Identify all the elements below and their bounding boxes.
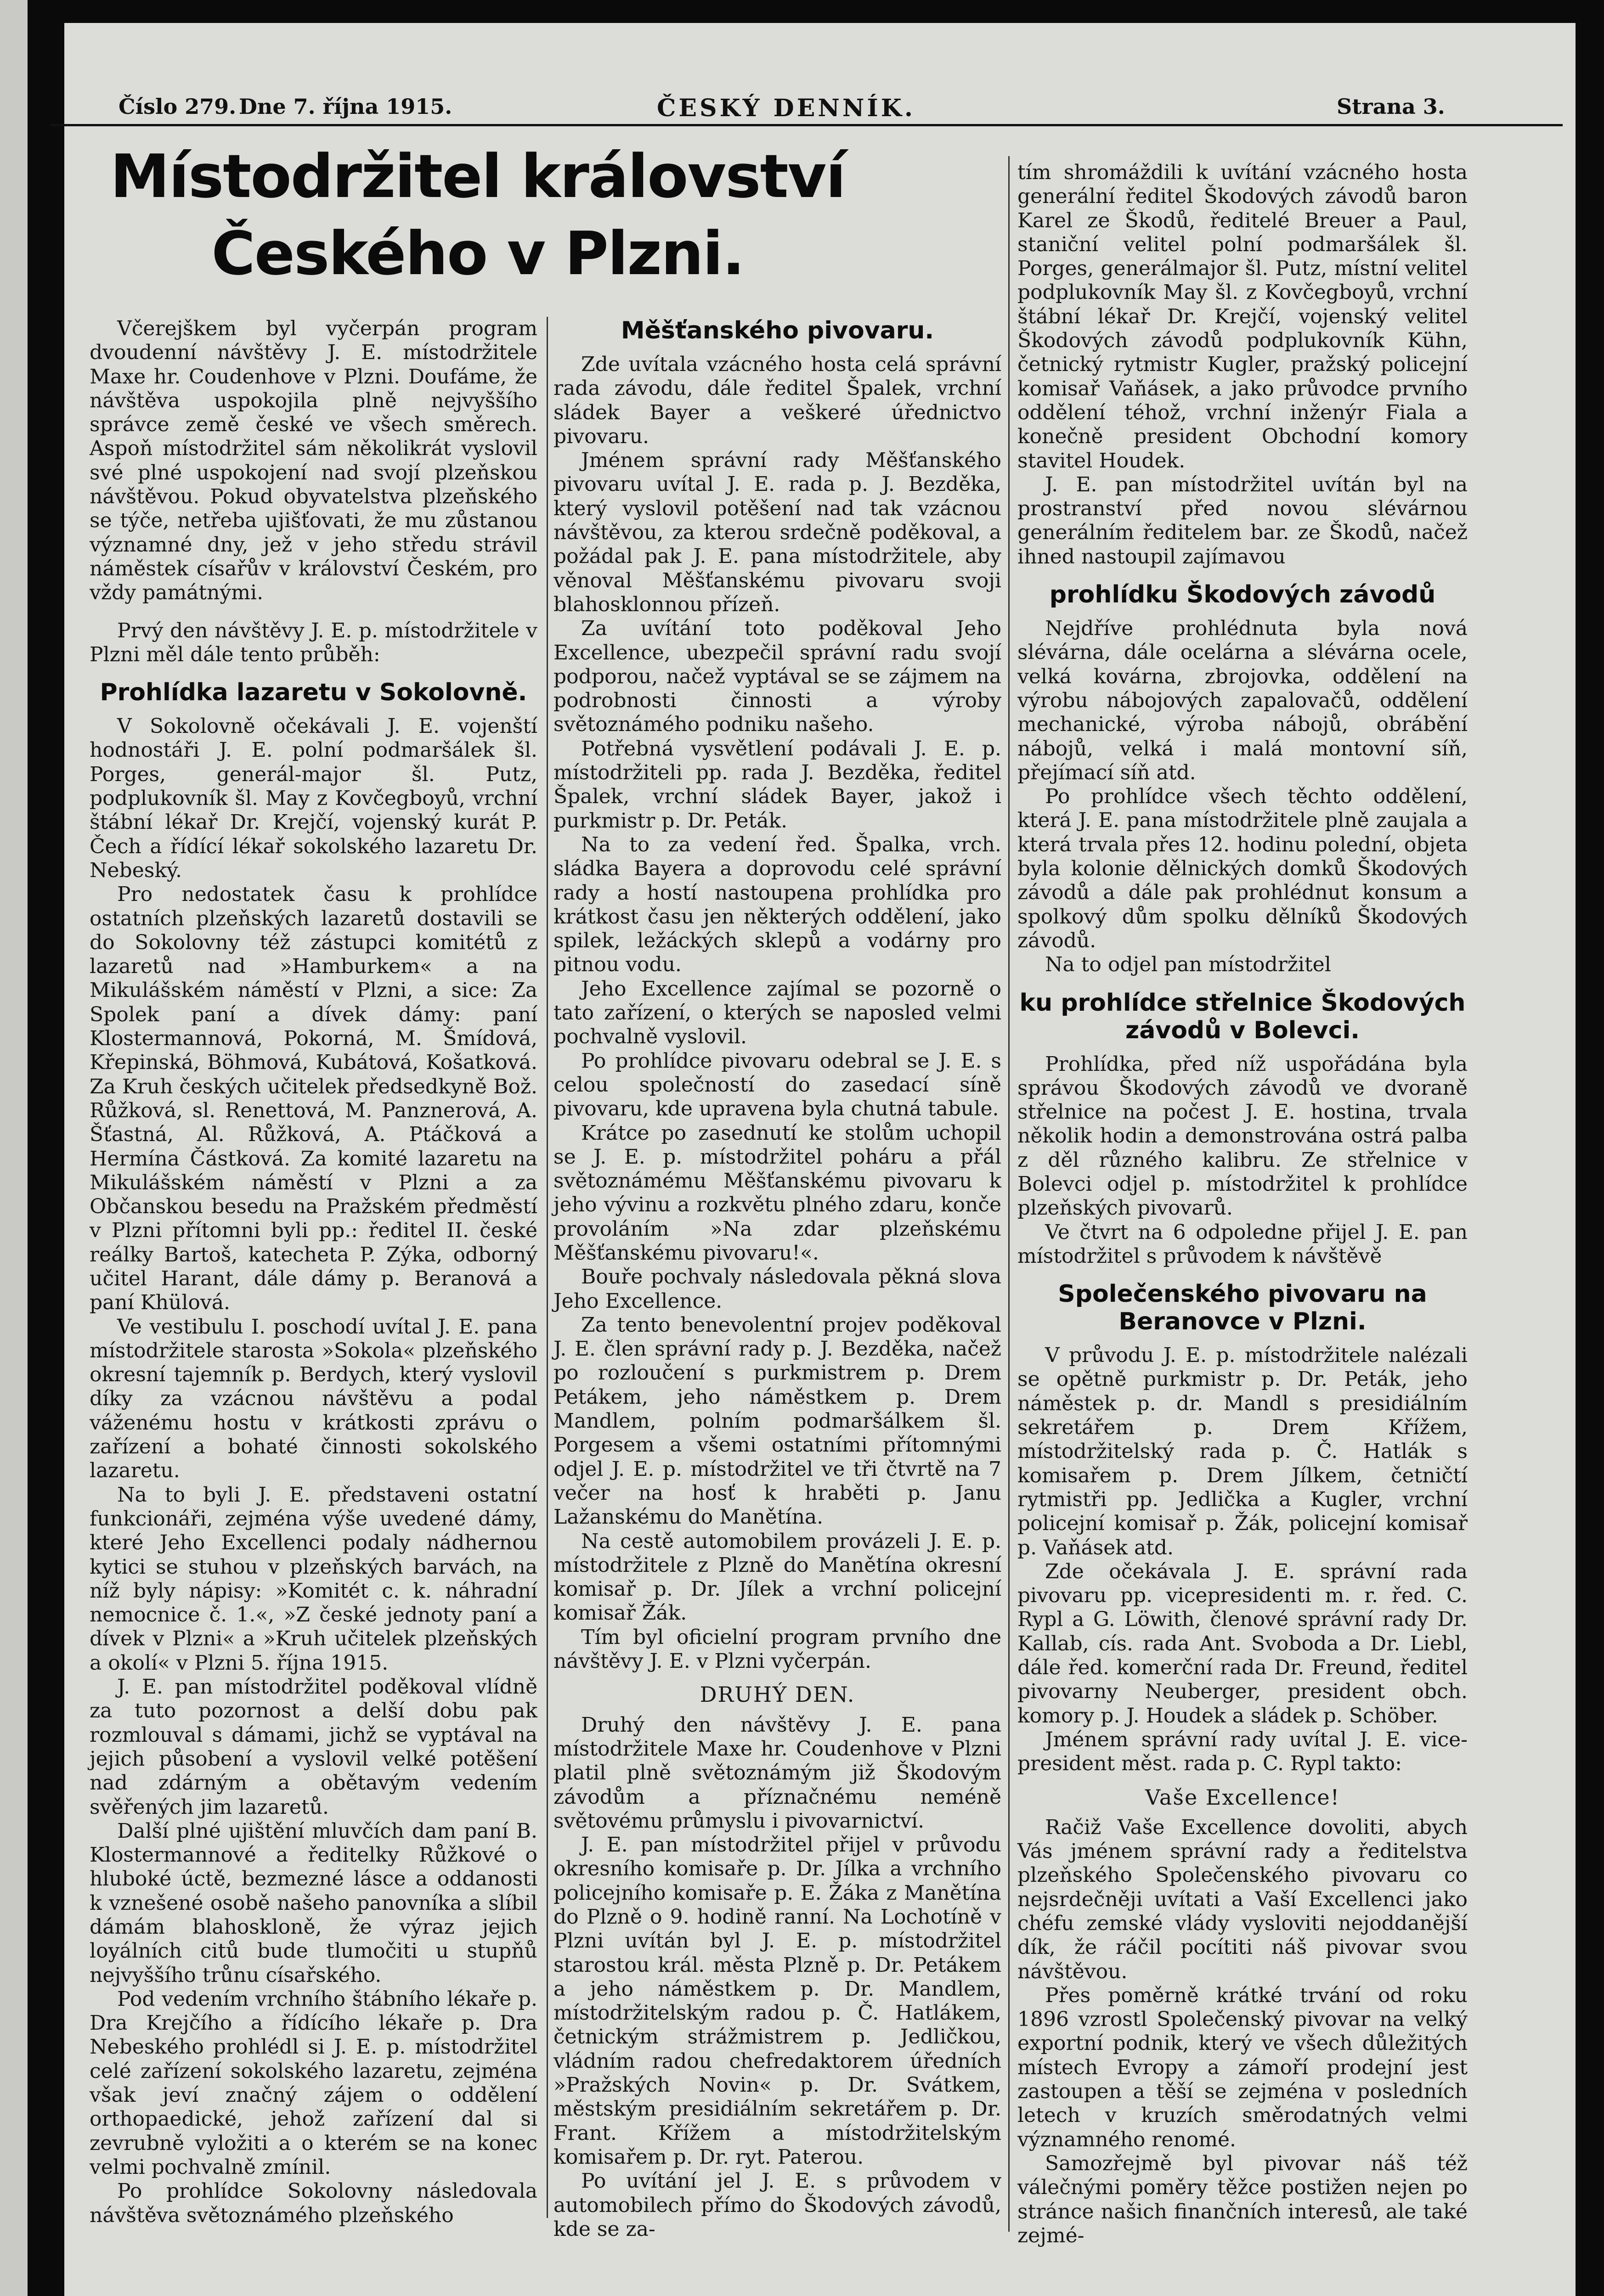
subheading: DRUHÝ DEN. [700, 1682, 855, 1707]
paragraph: Prvý den návštěvy J. E. p. místodržitele v Plzni měl dále tento průběh: [90, 619, 537, 666]
section-heading: Prohlídka lazaretu v Sokolovně. [100, 679, 527, 707]
paragraph: Na to odjel pan místodržitel [1045, 953, 1331, 977]
paragraph: Po prohlídce všech těchto oddělení, která J. E. pana místodržitele plně zaujala a která trvala přes 12. hodinu polední, objeta byla kolonie dělnických domků Škodových závodů a dále pak prohlédnut konsum a spolkový dům spolku dělníků Škodových závodů. [1017, 785, 1468, 952]
paragraph: Po prohlídce Sokolovny následovala návštěva světoznámého plzeňského [90, 2179, 537, 2227]
paragraph: Ve čtvrt na 6 odpoledne přijel J. E. pan místodržitel s průvodem k návštěvě [1017, 1220, 1468, 1268]
paragraph: tím shromáždili k uvítání vzácného hosta generální ředitel Škodových závodů baron Karel ze Škodů, ředitelé Breuer a Paul, staniční velitel polní podmaršálek šl. Porges, generálmajor šl. Putz, místní velitel podplukovník May šl. z Kovčegboyů, vrchní štábní lékař Dr. Krejčí, vojenský velitel Škodových závodů podplukovník Kühn, četnický rytmistr Kugler, pražský policejní komisař Vaňásek, a jako průvodce prvního oddělení téhož, vrchní inženýr Fiala a konečně president Obchodní komory stavitel Houdek. [1017, 161, 1468, 473]
paragraph: Ve vestibulu I. poschodí uvítal J. E. pana místodržitele starosta »Sokola« plzeňského okresní tajemník p. Berdych, který vyslovil díky za vzácnou návštěvu a podal váženému hostu v krátkosti zprávu o zařízení a bohaté činnosti sokolského lazaretu. [90, 1315, 537, 1483]
section-heading: ku prohlídce střelnice Škodových závodů v Bolevci. [1019, 989, 1466, 1044]
paragraph: V průvodu J. E. p. místodržitele nalézali se opětně purkmistr p. Dr. Peták, jeho náměstek p. dr. Mandl s presidiálním sekretářem p. Drem Křížem, místodržitelský rada p. Č. Hatlák s komisařem p. Drem Jílkem, četničtí rytmistři pp. Jedlička a Kugler, vrchní policejní komisař p. Žák, policejní komisař p. Vaňásek atd. [1017, 1344, 1468, 1559]
page-edge [0, 0, 28, 2296]
article-title [101, 138, 854, 292]
paragraph: J. E. pan místodržitel uvítán byl na prostranství před novou slévárnou generálním ředitelem bar. ze Škodů, načež ihned nastoupil zajímavou [1017, 473, 1468, 568]
column-rule-2 [1008, 156, 1010, 2232]
issue-number: Číslo 279. [119, 94, 237, 119]
issue-date: Dne 7. října 1915. [239, 94, 452, 119]
paragraph: J. E. pan místodržitel poděkoval vlídně za tuto pozornost a delší dobu pak rozmlouval s dámami, jichž se vyptával na jejich působení a vyslovil velké potěšení nad zdárným a obětavým vedením svěřených jim lazaretů. [90, 1675, 537, 1819]
masthead: ČESKÝ DENNÍK. [657, 94, 916, 122]
paragraph: Přes poměrně krátké trvání od roku 1896 vzrostl Společenský pivovar na velký exportní podnik, který ve všech důležitých místech Evropy a zámoří prodejní jest zastoupen a těší se zejména v posledních letech v kruzích směrodatných velmi významného renomé. [1017, 1983, 1468, 2151]
paragraph: Zde očekávala J. E. správní rada pivovaru pp. vicepresidenti m. r. řed. C. Rypl a G. Löwith, členové správní rady Dr. Kallab, cís. rada Ant. Svoboda a Dr. Liebl, dále řed. komerční rada Dr. Freund, ředitel pivovarny Neuberger, president obch. komory p. J. Houdek a sládek p. Schöber. [1017, 1559, 1468, 1728]
paragraph: Pro nedostatek času k prohlídce ostatních plzeňských lazaretů dostavili se do Sokolovny též zástupci komitétů z lazaretů nad »Hamburkem« a na Mikulášském náměstí v Plzni, a sice: Za Spolek paní a dívek dámy: paní Klostermannová, Pokorná, M. Šmídová, Křepinská, Böhmová, Kubátová, Košatková. Za Kruh českých učitelek předsedkyně Bož. Růžková, sl. Renettová, M. Panznerová, A. Šťastná, Al. Růžková, A. Ptáčková a Hermína Částková. Za komité lazaretu na Mikulášském náměstí v Plzni a za Občanskou besedu na Pražském předměstí v Plzni přítomni byli pp.: ředitel II. české reálky Bartoš, katecheta P. Zýka, odborný učitel Harant, dále dámy p. Beranová a paní Khülová. [90, 883, 537, 1315]
paragraph: Po prohlídce pivovaru odebral se J. E. s celou společností do zasedací síně pivovaru, kde upravena byla chutná tabule. [553, 1049, 1001, 1121]
section-heading: Měšťanského pivovaru. [621, 317, 934, 344]
paragraph: Po uvítání jel J. E. s průvodem v automobilech přímo do Škodových závodů, kde se za- [553, 2169, 1001, 2241]
paragraph: Jménem správní rady Měšťanského pivovaru uvítal J. E. rada p. J. Bezděka, který vyslovil potěšení nad tak vzácnou návštěvou, za kterou srdečně poděkoval, a požádal pak J. E. pana místodržitele, aby věnoval Měšťanskému pivovaru svoji blahosklonnou přízeň. [553, 449, 1001, 616]
column-1 [90, 317, 537, 2228]
paragraph: Další plné ujištění mluvčích dam paní B. Klostermannové a ředitelky Růžkové o hluboké úctě, bezmezné lásce a oddanosti k vznešené osobě našeho panovníka a slíbil dámám blahoskloně, že výraz jejich loyálních citů bude tlumočiti u stupňů nejvyššího trůnu císařského. [90, 1819, 537, 1987]
paragraph: Jeho Excellence zajímal se pozorně o tato zařízení, o kterých se naposled velmi pochvalně vyslovil. [553, 977, 1001, 1049]
column-2 [553, 317, 1001, 2241]
paragraph: Prohlídka, před níž uspořádána byla správou Škodových závodů ve dvoraně střelnice na počest J. E. hostina, trvala několik hodin a demonstrována ostrá palba z děl různého kalibru. Ze střelnice v Bolevci odjel p. místodržitel k prohlídce plzeňských pivovarů. [1017, 1052, 1468, 1220]
paragraph: Za uvítání toto poděkoval Jeho Excellence, ubezpečil správní radu svojí podporou, načež vyptával se se zájmem na podrobnosti činnosti a výroby světoznámého podniku našeho. [553, 617, 1001, 737]
paragraph: J. E. pan místodržitel přijel v průvodu okresního komisaře p. Dr. Jílka a vrchního policejního komisaře p. E. Žáka z Manětína do Plzně o 9. hodině ranní. Na Lochotíně v Plzni uvítán byl J. E. p. místodržitel starostou král. města Plzně p. Dr. Petákem a jeho náměstkem p. Dr. Mandlem, místodržitelským radou p. Č. Hatlákem, četnickým strážmistrem p. Jedličkou, vládním radou chefredaktorem úředních »Pražských Novin« p. Dr. Svátkem, městským presidiálním sekretářem p. Dr. Frant. Křížem a místodržitelským komisařem p. Dr. ryt. Paterou. [553, 1833, 1001, 2169]
paragraph: Potřebná vysvětlení podávali J. E. p. místodržiteli pp. rada J. Bezděka, ředitel Špalek, vrchní sládek Bayer, jakož i purkmistr p. Dr. Peták. [553, 737, 1001, 833]
title-line-2: Českého v Plzni. [211, 219, 744, 288]
paragraph: Včerejškem byl vyčerpán program dvoudenní návštěvy J. E. místodržitele Maxe hr. Coudenhove v Plzni. Doufáme, že návštěva uspokojila plně nejvyššího správce země české ve všech směrech. Aspoň místodržitel sám několikrát vyslovil své plné uspokojení nad svojí plzeňskou návštěvou. Pokud obyvatelstva plzeňského se týče, netřeba ujišťovati, že mu zůstanou významné dny, jež v jeho středu strávil náměstek císařův v království Českém, pro vždy památnými. [90, 317, 537, 605]
paragraph: Za tento benevolentní projev poděkoval J. E. člen správní rady p. J. Bezděka, načež po rozloučení s purkmistrem p. Drem Petákem, jeho náměstkem p. Drem Mandlem, polním podmaršálkem šl. Porgesem a všemi ostatními přítomnými odjel J. E. p. místodržitel ve tři čtvrtě na 7 večer na hosť k hraběti p. Janu Lažanskému do Manětína. [553, 1313, 1001, 1529]
column-rule-1 [547, 317, 548, 2218]
paragraph: Tím byl oficielní program prvního dne návštěvy J. E. v Plzni vyčerpán. [553, 1625, 1001, 1673]
section-heading: Společenského pivovaru na Beranovce v Plzni. [1058, 1280, 1427, 1336]
paragraph: Račiž Vaše Excellence dovoliti, abych Vás jménem správní rady a ředitelstva plzeňského Společenského pivovaru co nejsrdečněji uvítati a Vaší Excellenci jako chéfu zemské vlády vysloviti nejoddanější dík, že ráčil pocítiti náš pivovar svou návštěvou. [1017, 1815, 1468, 1983]
section-heading: prohlídku Škodových závodů [1049, 581, 1436, 609]
paragraph: Zde uvítala vzácného hosta celá správní rada závodu, dále ředitel Špalek, vrchní sládek Bayer a veškeré úřednictvo pivovaru. [553, 353, 1001, 448]
paragraph: Na cestě automobilem provázeli J. E. p. místodržitele z Plzně do Manětína okresní komisař p. Dr. Jílek a vrchní policejní komisař Žák. [553, 1529, 1001, 1625]
paragraph: Nejdříve prohlédnuta byla nová slévárna, dále ocelárna a slévárna ocele, velká kovárna, zbrojovka, oddělení na výrobu nábojových zapalovačů, oddělení mechanické, výroba nábojů, obrábění nábojů, velká i malá montovní síň, přejímací síň atd. [1017, 617, 1468, 784]
paragraph: Druhý den návštěvy J. E. pana místodržitele Maxe hr. Coudenhove v Plzni platil plně světoznámým již Škodovým závodům a příznačnému neméně světovému průmyslu i pivovarnictví. [553, 1713, 1001, 1833]
paragraph: Bouře pochvaly následovala pěkná slova Jeho Excellence. [553, 1265, 1001, 1313]
paragraph: Na to byli J. E. představeni ostatní funkcionáři, zejména výše uvedené dámy, které Jeho Excellenci podaly nádhernou kytici se stuhou v plzeňských barvách, na níž byly nápisy: »Komitét c. k. náhradní nemocnice č. 1.«, »Z české jednoty paní a dívek v Plzni« a »Kruh učitelek plzeňských a okolí« v Plzni 5. října 1915. [90, 1483, 537, 1675]
paragraph: Jménem správní rady uvítal J. E. vice-president měst. rada p. C. Rypl takto: [1017, 1728, 1468, 1776]
title-line-1: Místodržitel království [110, 141, 845, 211]
paragraph: Pod vedením vrchního štábního lékaře p. Dra Krejčího a řídícího lékaře p. Dra Nebeského prohlédl si J. E. p. místodržitel celé zařízení sokolského lazaretu, zejména však jeví značný zájem o oddělení orthopaedické, jehož zařízení dal si zevrubně vyložiti a o kterém se na konec velmi pochvalně zmínil. [90, 1987, 537, 2179]
paragraph: V Sokolovně očekávali J. E. vojenští hodnostáři J. E. polní podmaršálek šl. Porges, generál-major šl. Putz, podplukovník šl. May z Kovčegboyů, vrchní štábní lékař Dr. Krejčí, vojenský kurát P. Čech a řídící lékař sokolského lazaretu Dr. Nebeský. [90, 715, 537, 882]
subheading: Vaše Excellence! [1145, 1784, 1340, 1810]
paragraph: Samozřejmě byl pivovar náš též válečnými poměry těžce postižen nejen po stránce našich finančních interesů, ale také zejmé- [1017, 2151, 1468, 2247]
page-number: Strana 3. [1337, 94, 1445, 119]
paragraph: Na to za vedení řed. Špalka, vrch. sládka Bayera a doprovodu celé správní rady a hostí nastoupena prohlídka pro krátkost času jen některých oddělení, jako spilek, ležáckých sklepů a vodárny pro pitnou vodu. [553, 833, 1001, 977]
paragraph: Krátce po zasednutí ke stolům uchopil se J. E. p. místodržitel poháru a přál světoznámému Měšťanskému pivovaru k jeho vývinu a rozkvětu plného zdaru, konče provoláním »Na zdar plzeňskému Měšťanskému pivovaru!«. [553, 1121, 1001, 1265]
header-rule [51, 124, 1563, 126]
column-3 [1017, 161, 1468, 2248]
